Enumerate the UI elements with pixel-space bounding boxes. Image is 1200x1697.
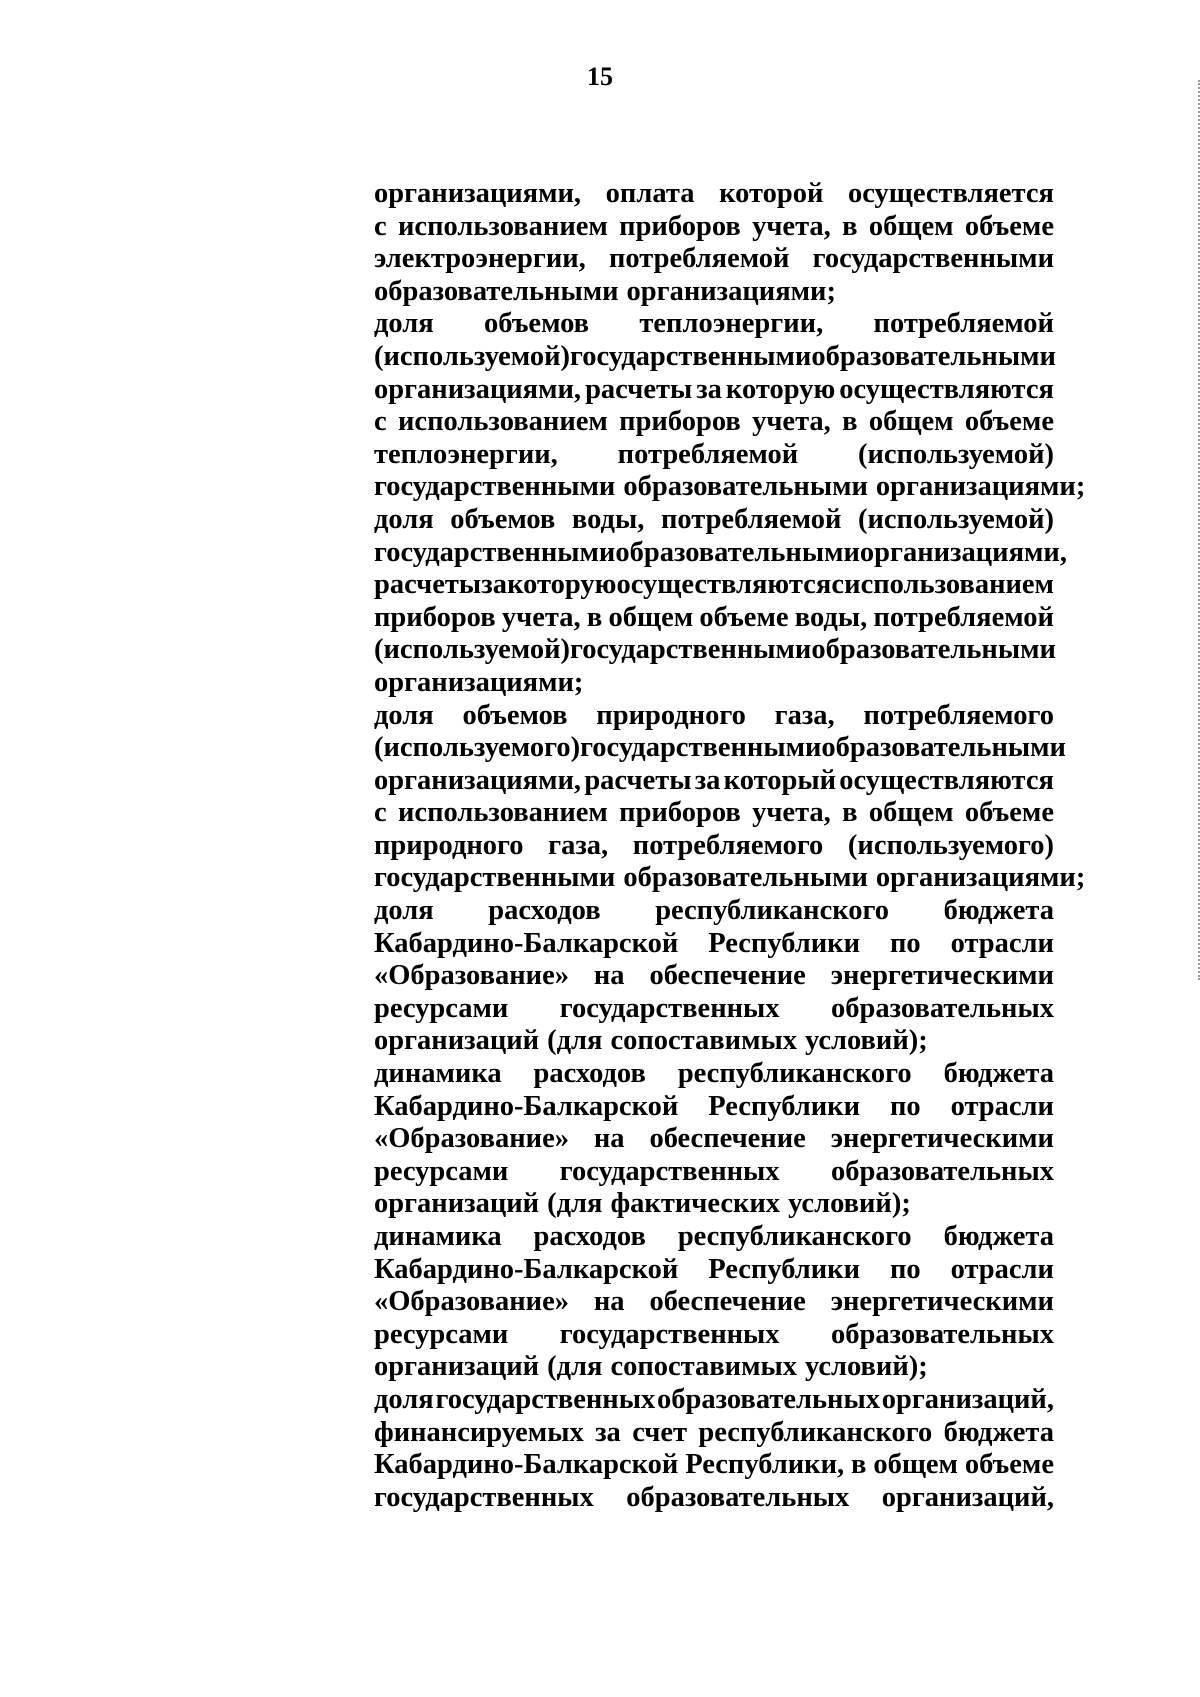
word: ресурсами xyxy=(374,1318,509,1350)
text-line xyxy=(374,634,1054,667)
word: потребляемой xyxy=(660,503,842,535)
word: образовательными xyxy=(811,340,1056,372)
word: теплоэнергии, xyxy=(374,438,558,470)
text-line xyxy=(374,1221,1054,1254)
word: Кабардино-Балкарской xyxy=(374,1449,679,1481)
word: доля xyxy=(374,308,434,340)
word: доля xyxy=(374,503,434,535)
text-line xyxy=(374,700,1054,733)
word: (используемой) xyxy=(857,438,1054,470)
text-line xyxy=(374,1286,1054,1319)
word: динамика xyxy=(374,1221,502,1252)
text-line xyxy=(374,1188,1054,1221)
word: воды, xyxy=(794,601,868,633)
word: расходов xyxy=(533,1221,646,1252)
word: объемов xyxy=(462,699,568,731)
word: общем xyxy=(608,601,694,633)
word: приборов xyxy=(619,797,741,829)
word: государственных xyxy=(559,992,780,1024)
word: доля xyxy=(374,1383,434,1415)
word: государственными xyxy=(374,471,616,503)
word: сопоставимых xyxy=(610,1025,797,1057)
word: потребляемого xyxy=(632,829,824,861)
word: «Образование» xyxy=(374,960,569,992)
word: потребляемой xyxy=(873,601,1054,633)
word: республиканского xyxy=(677,1221,912,1252)
word: организациями, xyxy=(374,178,582,209)
word: потребляемого xyxy=(863,699,1054,731)
word: газа, xyxy=(548,829,609,861)
word: объеме xyxy=(964,210,1054,242)
word: с xyxy=(831,569,845,601)
word: государственными xyxy=(374,536,616,568)
text-line xyxy=(374,1123,1054,1156)
word: организаций xyxy=(374,1188,540,1220)
word: организациями; xyxy=(374,666,584,698)
word: на xyxy=(593,960,625,992)
word: образовательных xyxy=(626,1481,850,1513)
word: государственными xyxy=(812,243,1054,275)
page-number: 15 xyxy=(587,62,613,91)
text-line xyxy=(374,732,1066,765)
word: организациями, xyxy=(859,536,1067,568)
word: бюджета xyxy=(943,895,1054,927)
word: государственных xyxy=(374,1481,594,1513)
word: доля xyxy=(374,699,434,731)
word: учета, xyxy=(752,406,831,438)
word: в xyxy=(851,1449,867,1481)
word: использованием xyxy=(398,797,608,829)
word: образовательных xyxy=(831,1318,1054,1350)
word: организаций xyxy=(374,1025,540,1057)
word: с xyxy=(374,406,387,438)
text-line xyxy=(374,830,1054,863)
word: республиканского xyxy=(698,1416,933,1448)
word: газа, xyxy=(774,699,835,731)
text-line xyxy=(374,1482,1054,1515)
word: расчеты xyxy=(585,373,693,405)
word: (используемого) xyxy=(374,732,581,764)
word: общем xyxy=(868,210,954,242)
word: государственными xyxy=(570,634,812,666)
word: учета, xyxy=(501,601,581,633)
word: доля xyxy=(374,895,434,927)
word: государственных xyxy=(435,1383,656,1415)
text-line xyxy=(374,1384,1054,1417)
word: Республики xyxy=(708,1253,861,1285)
word: Кабардино-Балкарской xyxy=(374,1253,679,1285)
word: (для xyxy=(547,1351,603,1383)
word: который xyxy=(723,764,836,796)
text-line xyxy=(374,862,1086,895)
word: государственными xyxy=(374,862,616,894)
word: с xyxy=(374,797,387,829)
word: объеме xyxy=(964,797,1054,829)
word: обеспечение xyxy=(649,1286,806,1318)
word: организаций xyxy=(374,1351,540,1383)
word: осуществляются xyxy=(616,569,832,601)
word: которую xyxy=(725,373,836,405)
word: организациями; xyxy=(875,862,1086,894)
text-line xyxy=(374,928,1054,961)
word: учета, xyxy=(752,210,831,242)
word: образовательных xyxy=(831,992,1054,1024)
word: природного xyxy=(374,829,524,861)
text-line xyxy=(374,243,1054,276)
text-line xyxy=(374,1449,1054,1482)
word: республиканского xyxy=(655,895,890,927)
text-line xyxy=(374,276,1054,309)
word: условий); xyxy=(788,1188,911,1220)
word: (для xyxy=(547,1025,603,1057)
word: объеме xyxy=(964,406,1054,438)
word: счет xyxy=(632,1416,688,1448)
word: бюджета xyxy=(943,1416,1054,1448)
word: отрасли xyxy=(950,1253,1054,1285)
word: энергетическими xyxy=(830,960,1054,992)
word: динамика xyxy=(374,1058,502,1090)
word: (для xyxy=(547,1188,603,1220)
text-line xyxy=(374,960,1054,993)
word: образовательными xyxy=(623,862,868,894)
word: расчеты xyxy=(374,569,482,601)
text-line xyxy=(374,765,1054,798)
text-line xyxy=(374,406,1054,439)
word: в xyxy=(842,406,858,438)
word: объемов xyxy=(484,308,590,340)
word: на xyxy=(593,1286,625,1318)
word: которой xyxy=(719,178,824,209)
word: на xyxy=(593,1123,625,1155)
word: Республики xyxy=(708,1090,861,1122)
word: организациями; xyxy=(626,275,836,307)
word: за xyxy=(696,373,722,405)
text-line xyxy=(374,1091,1054,1124)
word: объемов xyxy=(450,503,556,535)
word: государственными xyxy=(580,732,822,764)
word: Кабардино-Балкарской xyxy=(374,1090,679,1122)
text-line xyxy=(374,439,1054,472)
word: «Образование» xyxy=(374,1286,569,1318)
scan-edge-marks xyxy=(1194,80,1200,980)
word: Республики, xyxy=(685,1449,845,1481)
text-line xyxy=(374,308,1054,341)
word: потребляемой xyxy=(873,308,1054,340)
text-line xyxy=(374,374,1054,407)
word: государственными xyxy=(570,340,812,372)
word: осуществляется xyxy=(848,178,1054,209)
word: ресурсами xyxy=(374,1155,509,1187)
word: приборов xyxy=(619,406,741,438)
word: обеспечение xyxy=(649,1123,806,1155)
word: сопоставимых xyxy=(610,1351,797,1383)
word: за xyxy=(481,569,507,601)
word: в xyxy=(842,210,858,242)
word: фактических xyxy=(610,1188,781,1220)
word: образовательных xyxy=(657,1383,880,1415)
text-line xyxy=(374,1025,1054,1058)
word: в xyxy=(842,797,858,829)
word: образовательными xyxy=(811,634,1056,666)
text-line xyxy=(374,1254,1054,1287)
word: государственных xyxy=(559,1155,780,1187)
text-line xyxy=(374,602,1054,635)
word: теплоэнергии, xyxy=(639,308,824,340)
text-line xyxy=(374,211,1054,244)
body-text-column xyxy=(374,178,1086,1514)
word: общем xyxy=(868,406,954,438)
word: электроэнергии, xyxy=(374,243,586,275)
text-line xyxy=(374,504,1054,537)
word: осуществляются xyxy=(839,373,1054,405)
word: за xyxy=(694,764,721,796)
word: оплата xyxy=(605,178,695,209)
word: организаций, xyxy=(881,1481,1054,1513)
word: приборов xyxy=(374,601,496,633)
text-line xyxy=(374,178,1054,211)
word: природного xyxy=(596,699,746,731)
word: расчеты xyxy=(584,764,692,796)
word: энергетическими xyxy=(830,1286,1054,1318)
word: по xyxy=(889,1253,921,1285)
text-line xyxy=(374,1058,1054,1091)
text-line xyxy=(374,536,1067,570)
word: образовательными xyxy=(374,275,619,307)
word: в xyxy=(586,601,603,633)
word: государственных xyxy=(559,1318,780,1350)
word: Кабардино-Балкарской xyxy=(374,927,679,959)
word: (используемого) xyxy=(847,829,1054,861)
word: приборов xyxy=(619,210,741,242)
text-line xyxy=(374,1351,1054,1384)
word: организациями, xyxy=(374,764,582,796)
text-line xyxy=(374,1417,1054,1450)
word: (используемой) xyxy=(857,503,1054,535)
text-line xyxy=(374,993,1054,1026)
word: с xyxy=(374,210,387,242)
word: использованием xyxy=(398,210,608,242)
word: объеме xyxy=(699,601,789,633)
text-line xyxy=(374,797,1054,830)
word: общем xyxy=(868,797,954,829)
word: образовательными xyxy=(821,732,1066,764)
word: условий); xyxy=(804,1351,928,1383)
word: которую xyxy=(507,569,617,601)
word: учета, xyxy=(752,797,831,829)
word: ресурсами xyxy=(374,992,509,1024)
word: за xyxy=(595,1416,621,1448)
word: образовательными xyxy=(615,536,860,568)
word: (используемой) xyxy=(374,340,570,372)
word: осуществляются xyxy=(839,764,1054,796)
word: образовательными xyxy=(623,471,868,503)
word: образовательных xyxy=(831,1155,1054,1187)
text-line xyxy=(374,667,1054,700)
word: по xyxy=(889,927,921,959)
text-line xyxy=(374,1319,1054,1352)
text-line xyxy=(374,569,1054,602)
word: организациями, xyxy=(374,373,582,405)
word: организаций, xyxy=(881,1383,1054,1415)
word: организациями; xyxy=(875,471,1086,503)
word: объеме xyxy=(964,1449,1054,1481)
word: общем xyxy=(873,1449,958,1481)
text-line xyxy=(374,895,1054,928)
text-line xyxy=(374,341,1054,374)
word: бюджета xyxy=(943,1221,1054,1252)
word: финансируемых xyxy=(374,1416,584,1448)
word: «Образование» xyxy=(374,1123,569,1155)
word: потребляемой xyxy=(609,243,790,275)
word: отрасли xyxy=(950,1090,1054,1122)
word: расходов xyxy=(533,1058,646,1090)
word: республиканского xyxy=(677,1058,912,1090)
word: расходов xyxy=(488,895,601,927)
text-line xyxy=(374,1156,1054,1189)
word: использованием xyxy=(844,569,1054,601)
word: обеспечение xyxy=(649,960,806,992)
word: потребляемой xyxy=(617,438,799,470)
word: Республики xyxy=(708,927,861,959)
word: использованием xyxy=(398,406,608,438)
text-line xyxy=(374,471,1086,504)
word: воды, xyxy=(571,503,645,535)
word: бюджета xyxy=(943,1058,1054,1090)
word: (используемой) xyxy=(374,634,570,666)
word: условий); xyxy=(804,1025,928,1057)
word: по xyxy=(889,1090,921,1122)
word: отрасли xyxy=(950,927,1054,959)
word: энергетическими xyxy=(830,1123,1054,1155)
